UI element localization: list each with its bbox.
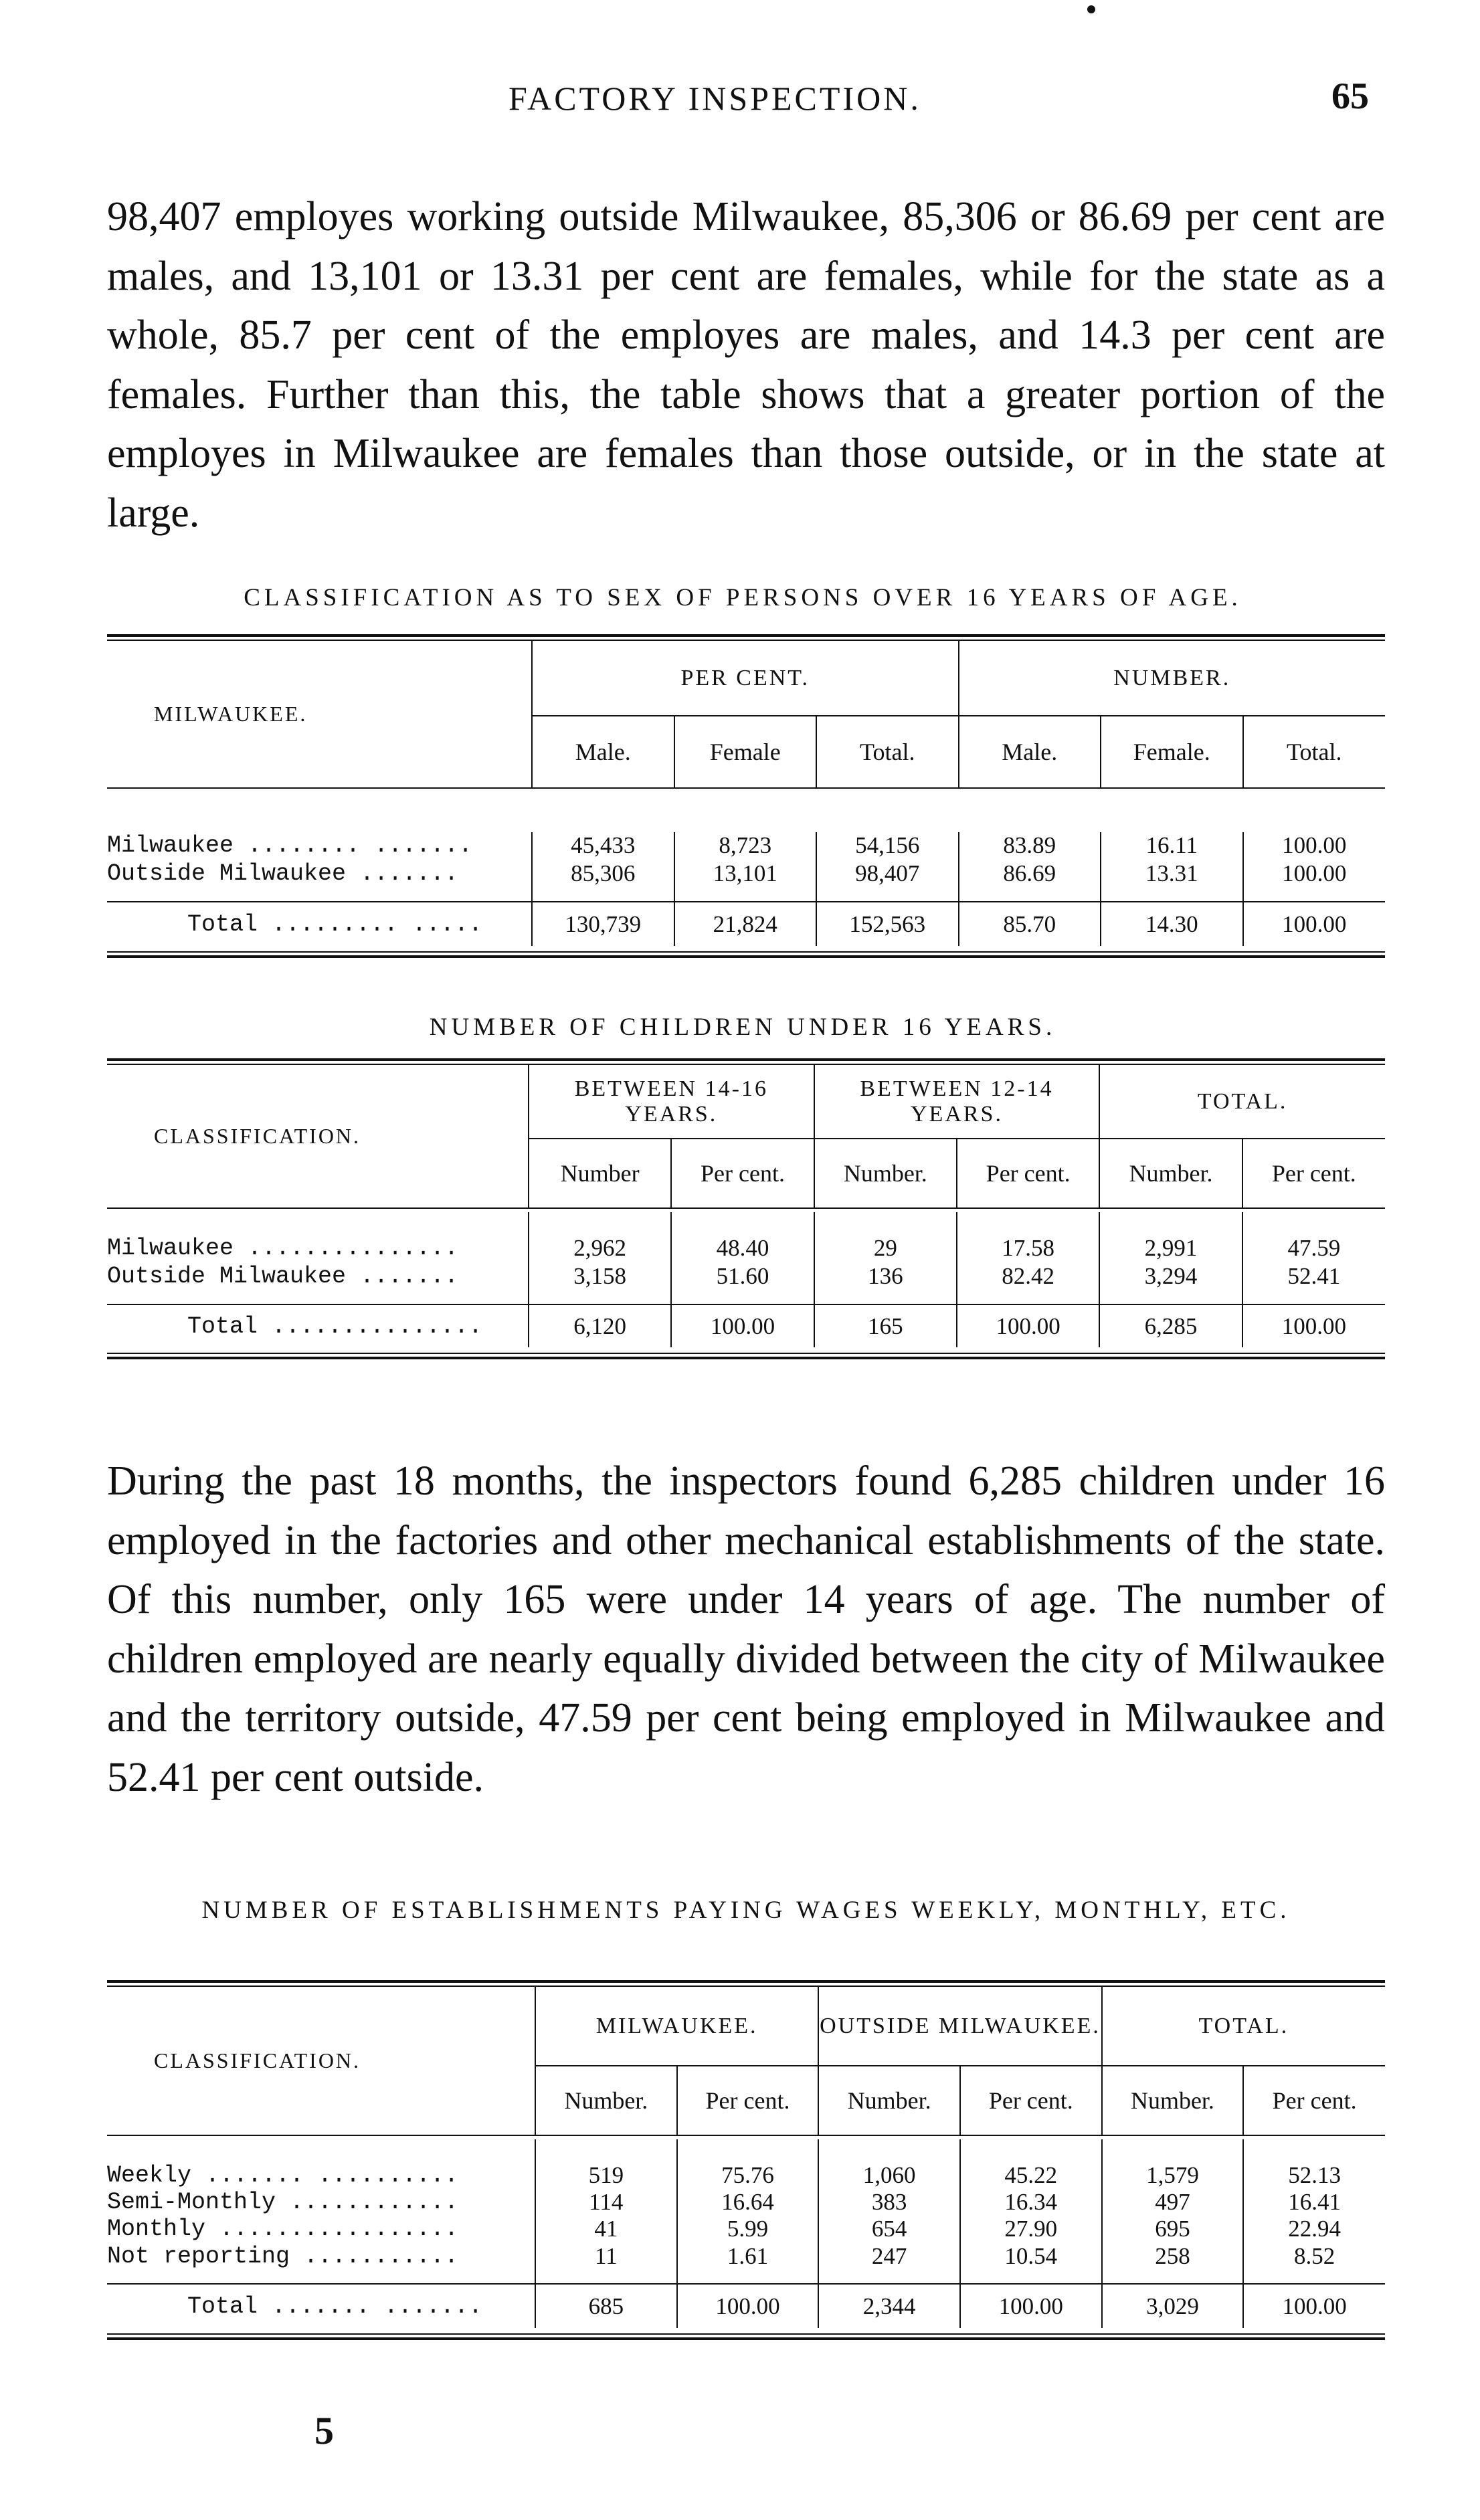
cell: 695 [1102, 2216, 1244, 2242]
cell: 45,433 [532, 832, 674, 859]
table1-stub-header: MILWAUKEE. [154, 702, 308, 726]
cell: 2,991 [1099, 1235, 1242, 1262]
cell: 22.94 [1243, 2216, 1385, 2242]
cell: 41 [535, 2216, 677, 2242]
cell: 654 [818, 2216, 960, 2242]
table-total-row [107, 2284, 1385, 2328]
table-total-row [107, 1304, 1385, 1347]
table2-group-total: TOTAL. [1099, 1065, 1385, 1139]
paragraph-1: 98,407 employes working outside Milwaukee, 85,306 or 86.69 per cent are males, and 13,101 or 13.31 per cent are females, while for the state as a whole, 85.7 per cent of the employes are males, and 14.3 per cent are females. Further than this, the table shows that a greater portion of the employes in Milwaukee are females than those outside, or in the state at large. [107, 194, 1385, 536]
row-label: Weekly ....... .......... [107, 2162, 459, 2189]
table3-group-milwaukee: MILWAUKEE. [535, 1987, 818, 2066]
row-label: Milwaukee ........ ....... [107, 832, 473, 859]
cell: 3,158 [529, 1262, 671, 1291]
page-number: 65 [1331, 76, 1369, 117]
ink-dot [1087, 5, 1095, 13]
cell: 114 [535, 2189, 677, 2216]
cell: 10.54 [960, 2242, 1102, 2270]
cell: 130,739 [532, 902, 674, 946]
table3-subheader: Per cent. [1243, 2066, 1385, 2135]
cell: 5.99 [677, 2216, 819, 2242]
cell: 83.89 [959, 832, 1101, 859]
table3-subheader: Per cent. [677, 2066, 819, 2135]
cell: 100.00 [1243, 2284, 1385, 2328]
cell: 47.59 [1242, 1235, 1385, 1262]
cell: 45.22 [960, 2162, 1102, 2189]
row-label: Outside Milwaukee ....... [107, 1263, 459, 1290]
cell: 258 [1102, 2242, 1244, 2270]
cell: 21,824 [674, 902, 817, 946]
cell: 1,060 [818, 2162, 960, 2189]
table1-group-number: NUMBER. [959, 641, 1386, 716]
cell: 152,563 [816, 902, 959, 946]
table1-subheader: Male. [959, 716, 1101, 788]
cell: 85,306 [532, 859, 674, 888]
cell: 16.41 [1243, 2189, 1385, 2216]
table3-subheader: Number. [1102, 2066, 1244, 2135]
table3-caption: NUMBER OF ESTABLISHMENTS PAYING WAGES WEEKLY, MONTHLY, ETC. [201, 1897, 1291, 1924]
cell: 16.11 [1101, 832, 1243, 859]
table-row [107, 832, 1385, 859]
row-label: Outside Milwaukee ....... [107, 860, 459, 887]
table2-caption: NUMBER OF CHILDREN UNDER 16 YEARS. [429, 1013, 1056, 1041]
cell: 136 [814, 1262, 957, 1291]
cell: 14.30 [1101, 902, 1243, 946]
cell: 100.00 [671, 1304, 814, 1347]
total-label: Total ......... ..... [107, 902, 532, 946]
table2-subheader: Number. [1099, 1139, 1242, 1208]
table1-group-percent: PER CENT. [532, 641, 959, 716]
cell: 1.61 [677, 2242, 819, 2270]
cell: 8.52 [1243, 2242, 1385, 2270]
cell: 100.00 [677, 2284, 819, 2328]
table-row [107, 1235, 1385, 1262]
running-head: FACTORY INSPECTION. [508, 80, 921, 117]
table-row [107, 2216, 1385, 2242]
cell: 100.00 [1242, 1304, 1385, 1347]
cell: 85.70 [959, 902, 1101, 946]
table3-subheader: Per cent. [960, 2066, 1102, 2135]
total-label: Total ....... ....... [107, 2284, 535, 2328]
table2-stub-header: CLASSIFICATION. [154, 1124, 361, 1148]
row-label: Monthly ................. [107, 2216, 459, 2242]
table2-subheader: Per cent. [1242, 1139, 1385, 1208]
cell: 100.00 [1243, 859, 1386, 888]
table-sex-classification [107, 634, 1385, 958]
table1-caption: CLASSIFICATION AS TO SEX OF PERSONS OVER 16 YEARS OF AGE. [244, 584, 1242, 611]
table3-group-total: TOTAL. [1102, 1987, 1385, 2066]
total-label: Total ............... [107, 1304, 529, 1347]
cell: 16.64 [677, 2189, 819, 2216]
cell: 100.00 [960, 2284, 1102, 2328]
cell: 519 [535, 2162, 677, 2189]
table2-group-14-16: BETWEEN 14-16 YEARS. [529, 1065, 814, 1139]
cell: 100.00 [957, 1304, 1099, 1347]
cell: 3,029 [1102, 2284, 1244, 2328]
cell: 2,344 [818, 2284, 960, 2328]
table3-group-outside: OUTSIDE MILWAUKEE. [818, 1987, 1101, 2066]
table2-group-12-14: BETWEEN 12-14 YEARS. [814, 1065, 1100, 1139]
cell: 11 [535, 2242, 677, 2270]
cell: 247 [818, 2242, 960, 2270]
table2-subheader: Number. [814, 1139, 957, 1208]
table1-subheader: Female. [1101, 716, 1243, 788]
cell: 165 [814, 1304, 957, 1347]
cell: 54,156 [816, 832, 959, 859]
cell: 1,579 [1102, 2162, 1244, 2189]
paragraph-2: During the past 18 months, the inspectors found 6,285 children under 16 employed in the factories and other mechanical establishments of the state. Of this number, only 165 were under 14 years of age. The number of children employed are nearly equally divided between the city of Milwaukee and the territory outside, 47.59 per cent being employed in Milwaukee and 52.41 per cent outside. [107, 1458, 1385, 1800]
cell: 27.90 [960, 2216, 1102, 2242]
table1-subheader: Total. [1243, 716, 1386, 788]
cell: 100.00 [1243, 902, 1386, 946]
cell: 51.60 [671, 1262, 814, 1291]
cell: 48.40 [671, 1235, 814, 1262]
table1-subheader: Female [674, 716, 817, 788]
table3-subheader: Number. [818, 2066, 960, 2135]
table2-subheader: Per cent. [671, 1139, 814, 1208]
row-label: Milwaukee ............... [107, 1235, 459, 1262]
table-row [107, 2189, 1385, 2216]
cell: 6,285 [1099, 1304, 1242, 1347]
table2-subheader: Number [529, 1139, 671, 1208]
cell: 8,723 [674, 832, 817, 859]
cell: 685 [535, 2284, 677, 2328]
table1-subheader: Male. [532, 716, 674, 788]
table2-subheader: Per cent. [957, 1139, 1099, 1208]
cell: 98,407 [816, 859, 959, 888]
cell: 6,120 [529, 1304, 671, 1347]
table1-subheader: Total. [816, 716, 959, 788]
cell: 17.58 [957, 1235, 1099, 1262]
cell: 3,294 [1099, 1262, 1242, 1291]
signature-mark: 5 [314, 2409, 334, 2452]
table-row [107, 859, 1385, 888]
table-total-row [107, 902, 1385, 946]
cell: 2,962 [529, 1235, 671, 1262]
row-label: Not reporting ........... [107, 2243, 459, 2270]
cell: 52.13 [1243, 2162, 1385, 2189]
cell: 383 [818, 2189, 960, 2216]
cell: 75.76 [677, 2162, 819, 2189]
table-children [107, 1058, 1385, 1359]
cell: 29 [814, 1235, 957, 1262]
table-row [107, 2162, 1385, 2189]
table3-subheader: Number. [535, 2066, 677, 2135]
table-row [107, 2242, 1385, 2270]
cell: 52.41 [1242, 1262, 1385, 1291]
cell: 497 [1102, 2189, 1244, 2216]
table-row [107, 1262, 1385, 1291]
cell: 100.00 [1243, 832, 1386, 859]
cell: 86.69 [959, 859, 1101, 888]
cell: 13.31 [1101, 859, 1243, 888]
table-wage-payment [107, 1980, 1385, 2340]
cell: 16.34 [960, 2189, 1102, 2216]
cell: 13,101 [674, 859, 817, 888]
row-label: Semi-Monthly ............ [107, 2189, 459, 2216]
cell: 82.42 [957, 1262, 1099, 1291]
table3-stub-header: CLASSIFICATION. [154, 2048, 361, 2072]
